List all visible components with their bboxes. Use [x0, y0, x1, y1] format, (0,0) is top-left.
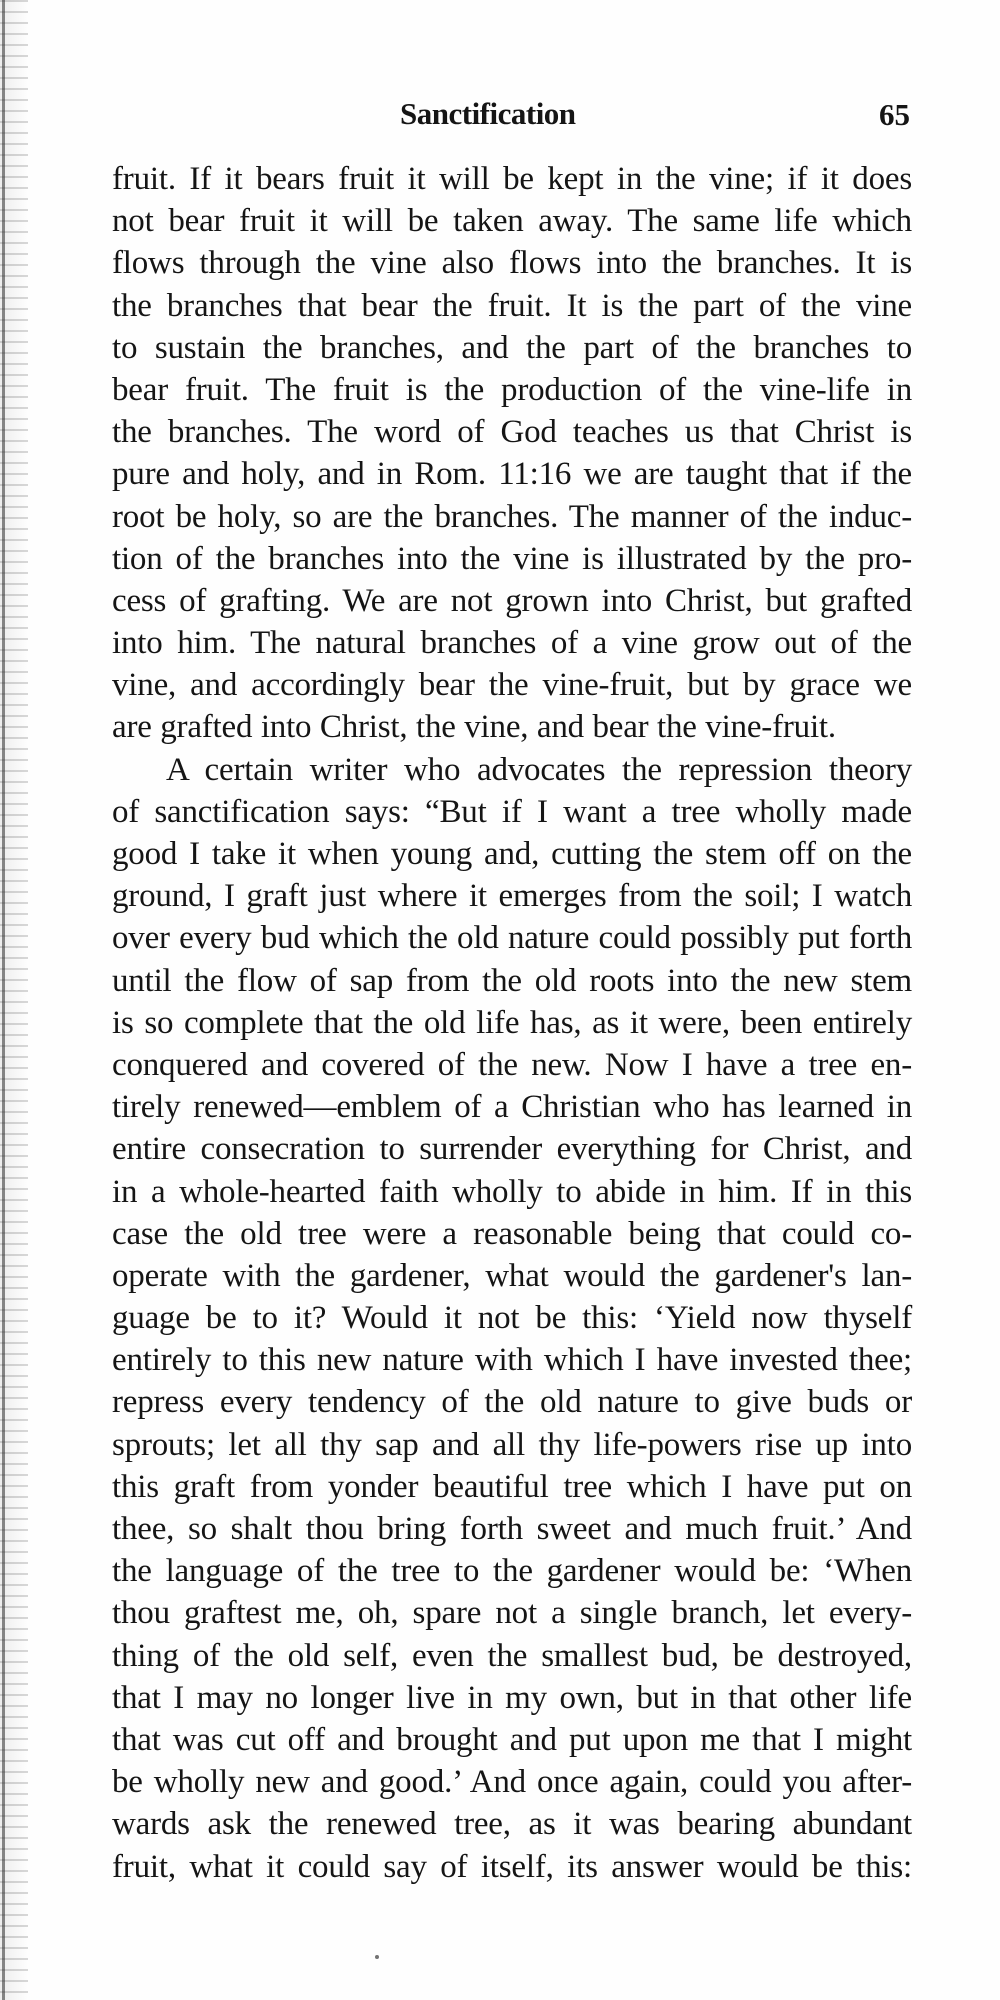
text-line: A certain writer who advocates the repression theory: [166, 751, 912, 788]
text-line: thou graftest me, oh, spare not a single branch, let every-: [112, 1595, 912, 1632]
text-line: repress every tendency of the old nature to give buds or: [112, 1384, 912, 1421]
running-title: Sanctification: [400, 96, 576, 131]
text-line: tion of the branches into the vine is illustrated by the pro-: [112, 540, 912, 577]
text-line: flows through the vine also flows into the branches. It is: [112, 245, 912, 282]
binding-shadow-line: [2, 0, 5, 2000]
paragraph-quotation: [112, 749, 912, 1888]
paragraph-continuation: [112, 158, 912, 749]
text-line: vine, and accordingly bear the vine-fruit, but by grace we: [112, 667, 912, 704]
text-line: pure and holy, and in Rom. 11:16 we are taught that if the: [112, 456, 912, 493]
text-line: root be holy, so are the branches. The manner of the induc-: [112, 498, 912, 535]
text-line: entire consecration to surrender everything for Christ, and: [112, 1131, 912, 1168]
text-line: wards ask the renewed tree, as it was bearing abundant: [112, 1806, 912, 1843]
text-line: operate with the gardener, what would the gardener's lan-: [112, 1257, 912, 1294]
text-line: are grafted into Christ, the vine, and bear the vine-fruit.: [112, 709, 836, 746]
text-line: ground, I graft just where it emerges from the soil; I watch: [112, 878, 912, 915]
text-line: thing of the old self, even the smallest bud, be destroyed,: [112, 1637, 912, 1674]
text-line: that was cut off and brought and put upon me that I might: [112, 1721, 912, 1758]
text-line: that I may no longer live in my own, but in that other life: [112, 1679, 912, 1716]
page-number: 65: [879, 97, 910, 132]
text-line: of sanctification says: “But if I want a tree wholly made: [112, 793, 912, 830]
text-line: sprouts; let all thy sap and all thy life-powers rise up into: [112, 1426, 912, 1463]
text-line: good I take it when young and, cutting the stem off on the: [112, 836, 912, 872]
text-line: to sustain the branches, and the part of the branches to: [112, 329, 912, 366]
text-line: not bear fruit it will be taken away. The same life which: [112, 203, 912, 240]
text-line: until the flow of sap from the old roots into the new stem: [112, 962, 912, 999]
running-header: [112, 88, 912, 140]
text-body: [112, 158, 912, 1888]
text-line: conquered and covered of the new. Now I have a tree en-: [112, 1046, 912, 1083]
text-line: into him. The natural branches of a vine grow out of the: [112, 625, 912, 662]
text-line: is so complete that the old life has, as it were, been entirely: [112, 1004, 912, 1041]
text-line: fruit. If it bears fruit it will be kept in the vine; if it does: [112, 161, 912, 197]
text-line: fruit, what it could say of itself, its answer would be this:: [112, 1848, 912, 1885]
text-line: case the old tree were a reasonable being that could co-: [112, 1215, 912, 1252]
text-line: tirely renewed—emblem of a Christian who has learned in: [112, 1089, 912, 1126]
text-line: this graft from yonder beautiful tree which I have put on: [112, 1468, 912, 1505]
text-line: entirely to this new nature with which I have invested thee;: [112, 1342, 912, 1379]
text-line: the language of the tree to the gardener would be: ‘When: [112, 1553, 912, 1590]
text-line: the branches that bear the fruit. It is the part of the vine: [112, 287, 912, 324]
text-line: guage be to it? Would it not be this: ‘Yield now thyself: [112, 1300, 912, 1337]
text-line: in a whole-hearted faith wholly to abide in him. If in this: [112, 1173, 912, 1210]
text-line: thee, so shalt thou bring forth sweet and much fruit.’ And: [112, 1511, 912, 1547]
text-line: over every bud which the old nature could possibly put forth: [112, 920, 912, 957]
footer-mark: [375, 1955, 379, 1959]
text-line: bear fruit. The fruit is the production of the vine-life in: [112, 371, 912, 408]
text-line: the branches. The word of God teaches us that Christ is: [112, 414, 912, 451]
text-line: be wholly new and good.’ And once again, could you after-: [112, 1764, 912, 1801]
text-line: cess of grafting. We are not grown into Christ, but grafted: [112, 582, 912, 619]
